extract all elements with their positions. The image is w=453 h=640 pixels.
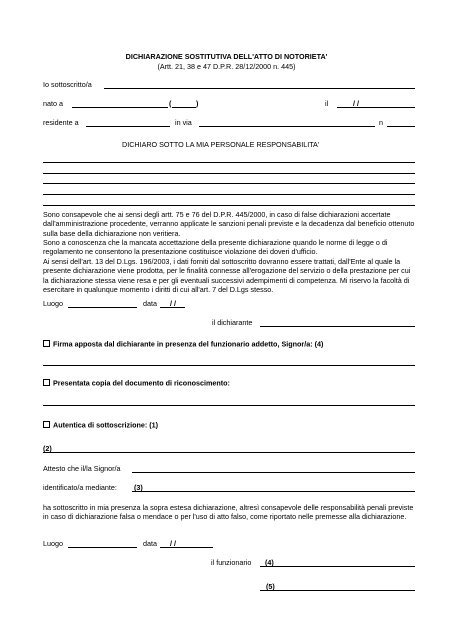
data-nascita-slashes: / / bbox=[353, 99, 359, 108]
luogo-field-2[interactable] bbox=[68, 547, 137, 548]
sottoscritto-field[interactable] bbox=[104, 88, 415, 89]
data-label-2: data bbox=[143, 539, 157, 548]
paragraph-accettazione: Sono a conoscenza che la mancata accettazione della presente dichiarazione quando le norme di legge o di regolamento ne consentono la presentazione costituisce violazione dei doveri d'ufficio. bbox=[43, 238, 388, 257]
data-slashes: / / bbox=[170, 299, 176, 308]
identificato-field[interactable] bbox=[132, 491, 415, 492]
residente-label: residente a bbox=[43, 118, 79, 127]
documento-field[interactable] bbox=[43, 405, 415, 406]
provincia-nascita-field[interactable] bbox=[172, 107, 196, 108]
identificato-label: identificato/a mediante: bbox=[43, 483, 117, 492]
sottoscritto-label: Io sottoscritto/a bbox=[43, 80, 92, 89]
data-field-2[interactable] bbox=[160, 547, 213, 548]
paragraph-sottoscrizione: ha sottoscritto in mia presenza la sopra estesa dichiarazione, altresì consapevole delle responsabilità penali previste in caso di dichiarazione falsa o mendace o per l'uso di atto falso, come riportato nelle premesse alla dichiarazione. bbox=[43, 503, 414, 522]
document-title: DICHIARAZIONE SOSTITUTIVA DELL'ATTO DI NOTORIETA' bbox=[125, 52, 328, 61]
copia-label: Presentata copia del documento di riconoscimento: bbox=[53, 378, 230, 388]
timbro-field[interactable] bbox=[260, 590, 415, 591]
funzionario-label: il funzionario bbox=[211, 558, 252, 567]
note-4: (4) bbox=[265, 558, 274, 567]
note-2: (2) bbox=[43, 444, 52, 453]
data-nascita-field[interactable] bbox=[337, 107, 415, 108]
dichiarante-firma-field[interactable] bbox=[260, 326, 415, 327]
nato-a-field[interactable] bbox=[72, 107, 168, 108]
dichiarante-label: il dichiarante bbox=[212, 318, 253, 327]
residente-field[interactable] bbox=[86, 126, 170, 127]
via-field[interactable] bbox=[199, 126, 375, 127]
note-3: (3) bbox=[134, 483, 143, 492]
paragraph-privacy: Ai sensi dell'art. 13 del D.Lgs. 196/2003, i dati forniti dal sottoscritto dovranno essere trattati, dall'Ente al quale la presente dichiarazione viene prodotta, per le finalità connesse all'erogazione del servizio o della prestazione per cui la dichiarazione stessa viene resa e per gli eventuali successivi adempimenti di competenza. Mi riservo la facoltà di esercitare in qualunque momento i diritti di cui all'art. 7 del D.Lgs stesso. bbox=[43, 257, 411, 294]
data-label: data bbox=[143, 299, 157, 308]
nato-a-label: nato a bbox=[43, 99, 63, 108]
declaro-heading: DICHIARO SOTTO LA MIA PERSONALE RESPONSABILITA' bbox=[122, 140, 320, 149]
paren-close: ) bbox=[196, 99, 199, 108]
autentica-label: Autentica di sottoscrizione: (1) bbox=[53, 420, 159, 430]
paren-open: ( bbox=[169, 99, 172, 108]
luogo-label: Luogo bbox=[43, 299, 63, 308]
document-subtitle: (Artt. 21, 38 e 47 D.P.R. 28/12/2000 n. 445) bbox=[157, 62, 296, 71]
autentica-field[interactable] bbox=[43, 452, 415, 453]
autentica-option bbox=[43, 421, 158, 429]
il-label: il bbox=[325, 99, 329, 108]
copia-checkbox[interactable] bbox=[43, 379, 50, 386]
numero-label: n bbox=[379, 118, 383, 127]
numero-field[interactable] bbox=[387, 126, 415, 127]
autentica-checkbox[interactable] bbox=[43, 421, 50, 428]
funzionario-firma-field[interactable] bbox=[260, 566, 415, 567]
luogo-label-2: Luogo bbox=[43, 539, 63, 548]
in-via-label: in via bbox=[175, 118, 192, 127]
firma-label: Firma apposta dal dichiarante in presenza del funzionario addetto, Signor/a: (4) bbox=[53, 339, 324, 349]
declaration-line[interactable] bbox=[43, 194, 415, 195]
firma-funzionario-field[interactable] bbox=[43, 365, 415, 366]
note-5: (5) bbox=[266, 582, 275, 591]
firma-option bbox=[43, 340, 323, 348]
data-slashes-2: / / bbox=[170, 539, 176, 548]
declaration-line[interactable] bbox=[43, 183, 415, 184]
declaration-line[interactable] bbox=[43, 173, 415, 174]
paragraph-sanzioni: Sono consapevole che ai sensi degli artt. 75 e 76 del D.P.R. 445/2000, in caso di false dichiarazioni accertate dall'amministrazione procedente, verranno applicate le sanzioni penali previste e la decadenza dal beneficio ottenuto sulla base della dichiarazione non veritiera. bbox=[43, 210, 415, 238]
declaration-line[interactable] bbox=[43, 205, 415, 206]
attesto-label: Attesto che il/la Signor/a bbox=[43, 464, 121, 473]
attesto-field[interactable] bbox=[132, 472, 415, 473]
copia-option bbox=[43, 379, 230, 387]
firma-checkbox[interactable] bbox=[43, 340, 50, 347]
declaration-line[interactable] bbox=[43, 162, 415, 163]
luogo-field[interactable] bbox=[68, 307, 137, 308]
